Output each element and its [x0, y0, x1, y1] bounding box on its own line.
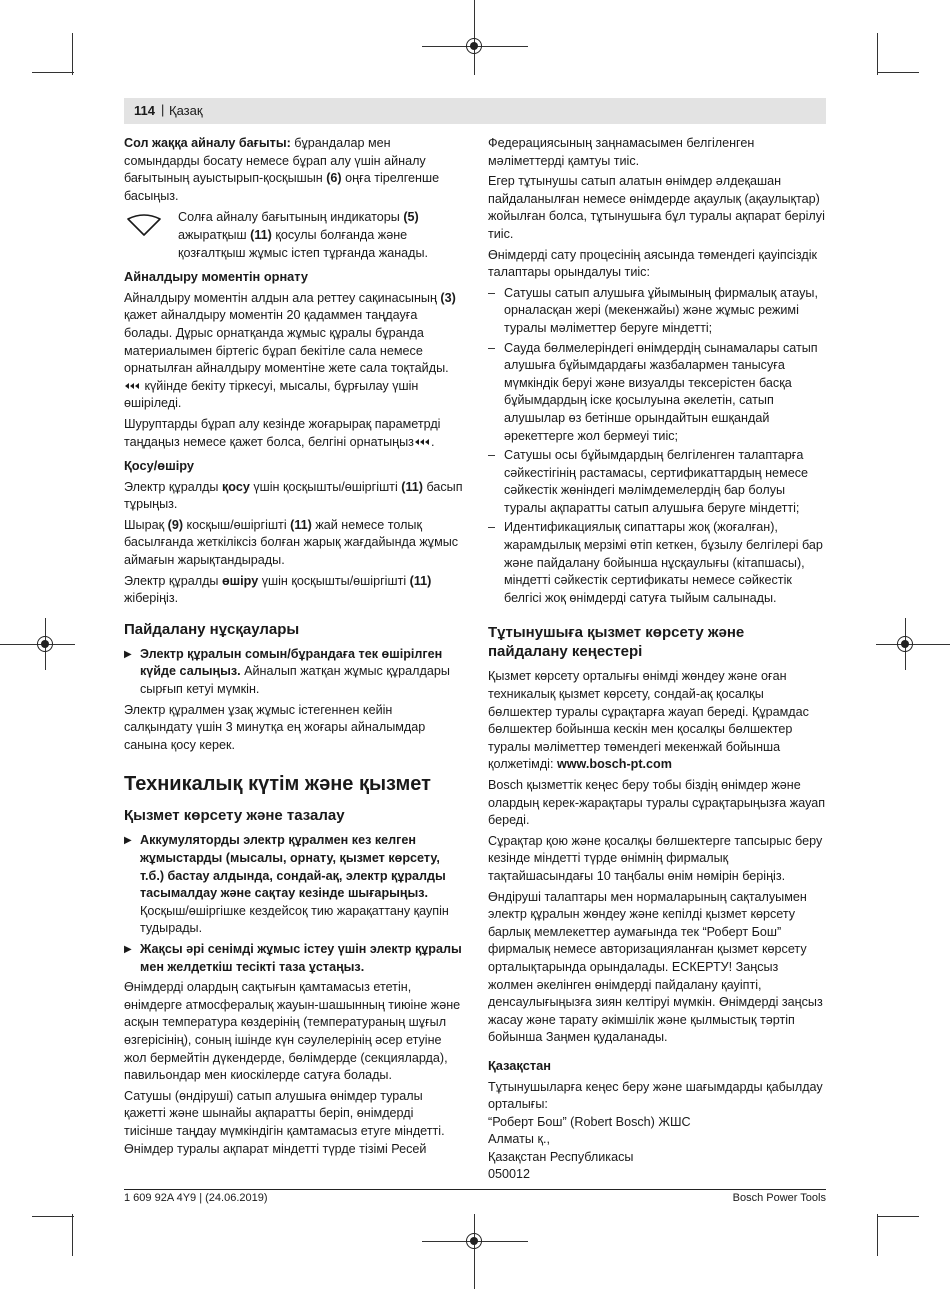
kazakhstan-heading: Қазақстан [488, 1057, 552, 1073]
right-paragraph-3: Өнімдерді сату процесінің аясында төмендегі қауіпсіздік талаптары орындалуы тиіс: [488, 247, 817, 280]
page-number: 114 [134, 103, 155, 118]
crop-mark [877, 72, 919, 73]
ccw-arrows-icon [124, 382, 141, 390]
registration-icon [897, 636, 913, 652]
crop-mark [32, 1216, 74, 1217]
crop-mark [877, 1216, 919, 1217]
crop-mark [876, 644, 950, 645]
page-language: Қазақ [169, 103, 203, 118]
address-line: Алматы қ., [488, 1132, 550, 1147]
cleaning-paragraph-2: Сатушы (өндіруші) сатып алушыға өнімдер туралы қажетті және шынайы ақпаратты беріп, өнімдерді тиісінше таңдау мүмкіндігін қамтамасыз етуге міндетті. Өнімдер туралы ақпарат міндетті түрде тізімі Ресей [124, 1088, 445, 1156]
cleaning-bullet-1: ▶ Аккумуляторды электр құралмен кез келген жұмыстарды (мысалы, орнату, қызмет көрсету, т.б.) бастау алдында, сондай-ақ, электр құралды тасымалдау және сақтау кезінде шығарыңыз. Қосқыш/өшіргішке кездейсоқ тию жарақаттану қаупін тудырады. [124, 833, 449, 936]
crop-mark [32, 72, 74, 73]
registration-icon [37, 636, 53, 652]
list-item: – Идентификациялық сипаттары жоқ (жоғалған), жарамдылық мерзімі өтіп кеткен, бұзылу белгілері бар және пайдалану бойынша нұсқаулығы (кітапшасы), міндетті сәйкестік сертификаты немесе сәйкестік белгісі жоқ өнімдерді сатуға тыйым салынады. [488, 520, 823, 605]
cleaning-paragraph-1: Өнімдерді олардың сақтығын қамтамасыз ететін, өнімдерге атмосфералық жауын-шашынның тиюіне және асқын температура көздерінің (температураның шұғыл өзгерісінің), соның ішінде күн сәулелерінің әсер етуіне жол бермейтін дүкендерде, бөлімдерде (секцияларда), павильондар мен киоскілерде сатуға болады. [124, 980, 461, 1083]
maintenance-heading: Техникалық күтім және қызмет [124, 773, 431, 796]
torque-paragraph-2: Шуруптарды бұрап алу кезінде жоғарырақ параметрді таңдаңыз немесе қажет болса, белгіні орнатыңыз . [124, 416, 441, 449]
usage-paragraph: Электр құралмен ұзақ жұмыс істегеннен кейін салқындату үшін 3 минутқа ең жоғары айналымдар санына қосу керек. [124, 702, 426, 752]
bullet-arrow-icon: ▶ [124, 835, 132, 847]
service-heading: Тұтынушыға қызмет көрсету және пайдалану кеңестері [488, 624, 745, 661]
ccw-paragraph: Сол жаққа айналу бағыты: бұрандалар мен сомындарды босату немесе бұрап алу үшін айналу бағытының ауыстырып-қосқышын (6) оңға тірелгенше басыңыз. [124, 136, 440, 203]
service-paragraph-3: Сұрақтар қою және қосалқы бөлшектерге тапсырыс беру кезінде міндетті түрде өнімнің фирмалық тақтайшасындағы 10 таңбалы өнім нөмірін беріңіз. [488, 833, 823, 883]
crop-mark [474, 1214, 475, 1289]
address-line: 050012 [488, 1167, 531, 1182]
service-paragraph-2: Bosch қызметтік кеңес беру тобы біздің өнімдер және олардың керек-жарақтары туралы сұрақтарыңызға жауап береді. [488, 778, 826, 828]
torque-heading: Айналдыру моментін орнату [124, 269, 309, 285]
address-line: Тұтынушыларға кеңес беру және шағымдарды қабылдау орталығы: [488, 1079, 823, 1112]
crop-mark [877, 33, 878, 75]
onoff-paragraph-2: Шырақ (9) косқыш/өшіргішті (11) жай немесе толық басылғанда жеткіліксіз болған жарық жағдайында жұмыс аймағын жарықтандырады. [124, 517, 459, 568]
left-column [124, 135, 464, 1161]
cleaning-bullet-2: ▶ Жақсы әрі сенімді жұмыс істеу үшін электр құралы мен желдеткіш тесікті таза ұстаңыз. [124, 941, 462, 974]
bullet-arrow-icon: ▶ [124, 943, 132, 955]
crop-mark [72, 1214, 73, 1256]
list-item: – Сатушы осы бұйымдардың белгіленген талаптарға сәйкестігінің растамасы, сертификаттардың немесе сәйкестік жөніндегі мәлімдемелердің бар болуы туралы ақпаратты сатып алушыға беруге міндетті; [488, 448, 809, 515]
onoff-heading: Қосу/өшіру [124, 458, 195, 474]
cleaning-heading: Қызмет көрсету және тазалау [124, 807, 345, 825]
right-paragraph-1: Федерациясының заңнамасымен белгіленген мәліметтерді қамтуы тиіс. [488, 136, 755, 168]
address-line: “Роберт Бош” (Robert Bosch) ЖШС [488, 1114, 691, 1129]
usage-heading: Пайдалану нұсқаулары [124, 620, 300, 638]
footer-divider [124, 1189, 826, 1190]
list-item: – Сатушы сатып алушыға ұйымының фирмалық атауы, орналасқан жері (мекенжайы) және жұмыс режимі туралы мәліметтер беруге міндетті; [488, 285, 818, 335]
page-header [124, 98, 826, 124]
footer-brand: Bosch Power Tools [732, 1192, 826, 1204]
torque-paragraph-1: Айналдыру моментін алдын ала реттеу сақинасының (3) қажет айналдыру моментін 20 қадаммен таңдауға болады. Дұрыс орнатқанда жұмыс құралы бұранда материалымен біртегіс бұрап бекітіле сала немесе орнатылған айналдыру моментіне жете сала тоқтайды. күйінде бекіту тіркесуі, мысалы, бұрғылау үшін өшіріледі. [124, 290, 456, 411]
crop-mark [72, 33, 73, 75]
left-rotation-indicator-icon [126, 213, 162, 239]
list-item: – Сауда бөлмелеріндегі өнімдердің сынамалары сатып алушыға бұйымдардағы жазбалармен танысуға мүмкіндік беруі және визуалды тексерістен басқа бұйымдардың іске қосылуына әкелетін, сатып алушылар өз бетінше орындайтын ешқандай әрекеттерге жол бермеуі тиіс; [488, 340, 818, 443]
indicator-note: Солға айналу бағытының индикаторы (5) ажыратқыш (11) қосулы болғанда және қозғалтқыш жұмыс істеп тұрғанда жанады. [124, 209, 464, 262]
page-header-separator: | [161, 102, 165, 117]
onoff-paragraph-3: Электр құралды өшіру үшін қосқышты/өшіргішті (11) жіберіңіз. [124, 573, 432, 606]
usage-bullet: ▶ Электр құралын сомын/бұрандаға тек өшірілген күйде салыңыз. Айналып жатқан жұмыс құралдары сырғып кетуі мүмкін. [124, 646, 450, 697]
address-line: Қазақстан Республикасы [488, 1149, 634, 1164]
service-paragraph-1: Қызмет көрсету орталығы өнімді жөндеу және оған техникалық қызмет көрсету, сондай-ақ қосалқы бөлшектер туралы сұрақтарға жауап береді. Құрамдас бөлшектер бойынша кескін мен қосалқы бөлшектер туралы мәліметтер төмендегі мекенжай бойынша қолжетімді: www.bosch-pt.com [488, 669, 809, 772]
ccw-arrows-icon [414, 438, 431, 446]
registration-icon [466, 1233, 482, 1249]
right-paragraph-2: Егер тұтынушы сатып алатын өнімдер әлдеқашан пайдаланылған немесе өнімдерде ақаулық (ақаулықтар) жойылған болса, тұтынушыға бұл туралы ақпарат берілуі тиіс. [488, 174, 825, 241]
registration-icon [466, 38, 482, 54]
service-paragraph-4: Өндіруші талаптары мен нормаларының сақталуымен электр құралын жөндеу және кепілді қызмет көрсету барлық мемлекеттер аумағында тек “Роберт Бош” фирмалық немесе авторизацияланған қызмет көрсету орталықтарында орындалады. ЕСКЕРТУ! Заңсыз жолмен әкелінген өнімдерді пайдалану қауіпті, денсаулығыңызға зиян келтіруі мүмкін. Өнімдерді заңсыз жасау және тарату әкімшілік және қылмыстық тәртіп бойынша Заңмен қудаланады. [488, 889, 823, 1045]
onoff-paragraph-1: Электр құралды қосу үшін қосқышты/өшіргішті (11) басып тұрыңыз. [124, 479, 463, 512]
right-column [488, 135, 826, 1184]
crop-mark [877, 1214, 878, 1256]
footer-document-id: 1 609 92A 4Y9 | (24.06.2019) [124, 1192, 268, 1204]
bosch-website-link[interactable]: www.bosch-pt.com [556, 757, 672, 772]
bullet-arrow-icon: ▶ [124, 648, 132, 660]
